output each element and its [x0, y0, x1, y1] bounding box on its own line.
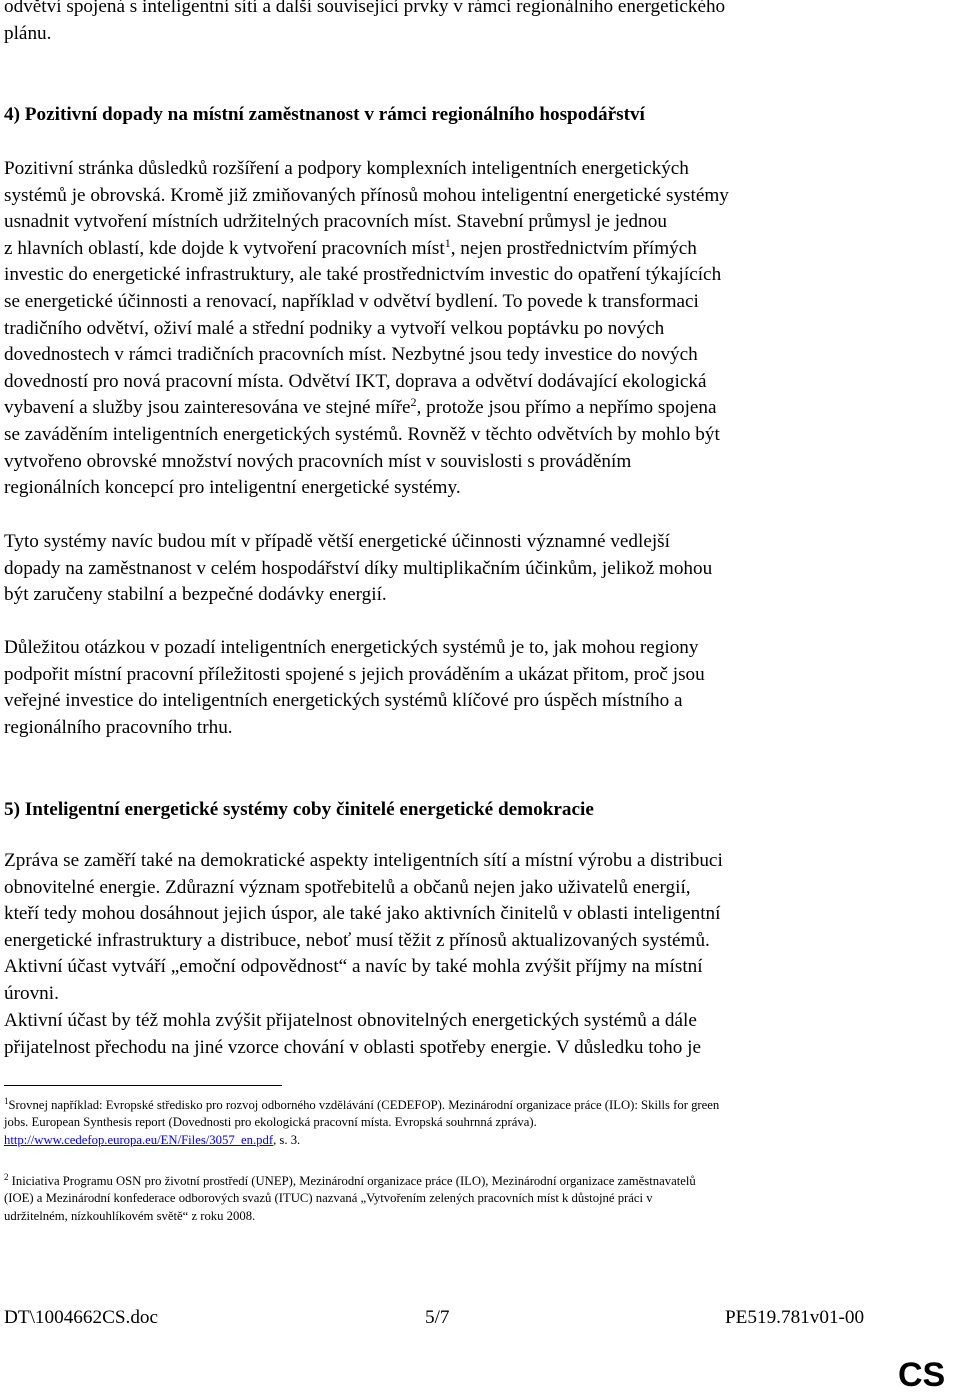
text-line: regionálních koncepcí pro inteligentní energetické systémy. — [4, 477, 461, 499]
text-line: se energetické účinnosti a renovací, například v odvětví bydlení. To povede k transformaci — [4, 290, 699, 312]
text-line: úrovni. — [4, 982, 59, 1004]
section-5-paragraph-2 — [4, 1008, 876, 1061]
footnote-link[interactable]: http://www.cedefop.europa.eu/EN/Files/3057_en.pdf — [4, 1132, 274, 1147]
text-line: odvětví spojená s inteligentní sítí a další související prvky v rámci regionálního energetického — [4, 0, 726, 17]
text-fragment: vybavení a služby jsou zainteresována ve stejné míře — [4, 397, 411, 419]
text-line: dovednostech v rámci tradičních pracovních míst. Nezbytné jsou tedy investice do nových — [4, 344, 698, 366]
text-line: přijatelnost přechodu na jiné vzorce chování v oblasti spotřeby energie. V důsledku toho je — [4, 1036, 701, 1058]
text-line — [4, 395, 876, 422]
section-4-paragraph-2 — [4, 529, 876, 609]
section-4-heading: 4) Pozitivní dopady na místní zaměstnanost v rámci regionálního hospodářství — [4, 104, 645, 125]
section-5-heading: 5) Inteligentní energetické systémy coby činitelé energetické demokracie — [4, 799, 594, 820]
text-fragment: , nejen prostřednictvím přímých — [450, 237, 697, 259]
text-line: Tyto systémy navíc budou mít v případě větší energetické účinnosti významné vedlejší — [4, 531, 670, 552]
text-line — [4, 1132, 884, 1149]
footnote-2 — [4, 1173, 884, 1225]
footnote-separator — [4, 1085, 282, 1086]
text-line — [4, 236, 876, 263]
text-line: Zpráva se zaměří také na demokratické aspekty inteligentních sítí a místní výrobu a distribuci — [4, 850, 723, 871]
text-line: systémů je obrovská. Kromě již zmiňovaných přínosů mohou inteligentní energetické systémy — [4, 184, 729, 206]
section-5-paragraph-1 — [4, 848, 876, 1008]
text-fragment: , s. 3. — [273, 1132, 301, 1147]
text-line: tradičního odvětví, oživí malé a střední podniky a vytvoří velkou poptávku po nových — [4, 317, 665, 339]
text-line: podpořit místní pracovní příležitosti spojené s jejich prováděním a ukázat přitom, proč jsou — [4, 663, 705, 685]
text-line: regionálního pracovního trhu. — [4, 716, 233, 738]
text-line: dovedností pro nová pracovní místa. Odvětví IKT, doprava a odvětví dodávající ekologická — [4, 370, 707, 392]
text-line: jobs. European Synthesis report (Dovednosti pro ekologická pracovní místa. Evropská souhrnná zpráva). — [4, 1115, 537, 1130]
footnote-number: 2 — [4, 1172, 9, 1182]
text-line: dopady na zaměstnanost v celém hospodářství díky multiplikačním účinkům, jelikož mohou — [4, 557, 713, 579]
text-line: (IOE) a Mezinárodní konfederace odborových svazů (ITUC) nazvaná „Vytvořením zelených pracovních míst k důstojné práci v — [4, 1191, 653, 1206]
footer-pe-reference: PE519.781v01-00 — [725, 1307, 865, 1328]
text-line: usnadnit vytvoření místních udržitelných pracovních míst. Stavební průmysl je jednou — [4, 211, 667, 233]
text-line: vytvořeno obrovské množství nových pracovních míst v souvislosti s prováděním — [4, 450, 632, 472]
section-4-paragraph-3 — [4, 635, 876, 741]
text-line: Aktivní účast by též mohla zvýšit přijatelnost obnovitelných energetických systémů a dále — [4, 1010, 697, 1031]
text-line: Aktivní účast vytváří „emoční odpovědnost“ a navíc by také mohla zvýšit příjmy na místní — [4, 956, 703, 978]
text-line: investic do energetické infrastruktury, ale také prostřednictvím investic do opatření týkajících — [4, 264, 722, 286]
text-line: být zaručeny stabilní a bezpečné dodávky energií. — [4, 584, 387, 606]
text-line: se zaváděním inteligentních energetických systémů. Rovněž v těchto odvětvích by mohlo být — [4, 423, 720, 445]
footnote-ref-2: 2 — [410, 395, 417, 410]
footer-page-number: 5/7 — [425, 1307, 450, 1328]
text-line — [4, 1097, 884, 1114]
text-line: energetické infrastruktury a distribuce, neboť musí těžit z přínosů aktualizovaných systémů. — [4, 929, 710, 951]
text-line: udržitelném, nízkouhlíkovém světě“ z roku 2008. — [4, 1208, 256, 1223]
footer-doc-reference: DT\1004662CS.doc — [4, 1307, 159, 1328]
text-fragment: Srovnej například: Evropské středisko pro rozvoj odborného vzdělávání (CEDEFOP). Mezinárodní organizace práce (ILO): Skills for green — [8, 1098, 720, 1112]
footnote-1 — [4, 1097, 884, 1149]
language-code: CS — [898, 1356, 946, 1394]
text-line: Pozitivní stránka důsledků rozšíření a podpory komplexních inteligentních energetických — [4, 158, 689, 179]
text-fragment: , protože jsou přímo a nepřímo spojena — [416, 397, 717, 419]
footnote-ref-1: 1 — [444, 235, 451, 250]
text-line: plánu. — [4, 22, 52, 44]
text-fragment: z hlavních oblastí, kde dojde k vytvoření pracovních míst — [4, 237, 445, 259]
text-line: kteří tedy mohou dosáhnout jejich úspor, ale také jako aktivních činitelů v oblasti inteligentní — [4, 903, 721, 925]
text-line: obnovitelné energie. Zdůrazní význam spotřebitelů a občanů nejen jako uživatelů energií, — [4, 876, 691, 898]
text-line: veřejné investice do inteligentních energetických systémů klíčové pro úspěch místního a — [4, 690, 683, 712]
footnote-number: 1 — [4, 1096, 9, 1106]
text-fragment: Iniciativa Programu OSN pro životní prostředí (UNEP), Mezinárodní organizace práce (ILO), Mezinárodní organizace zaměstnavatelů — [8, 1174, 696, 1188]
section-4-paragraph-1 — [4, 156, 876, 502]
text-line — [4, 1173, 884, 1190]
intro-paragraph — [4, 0, 876, 47]
text-line: Důležitou otázkou v pozadí inteligentních energetických systémů je to, jak mohou regiony — [4, 637, 699, 658]
